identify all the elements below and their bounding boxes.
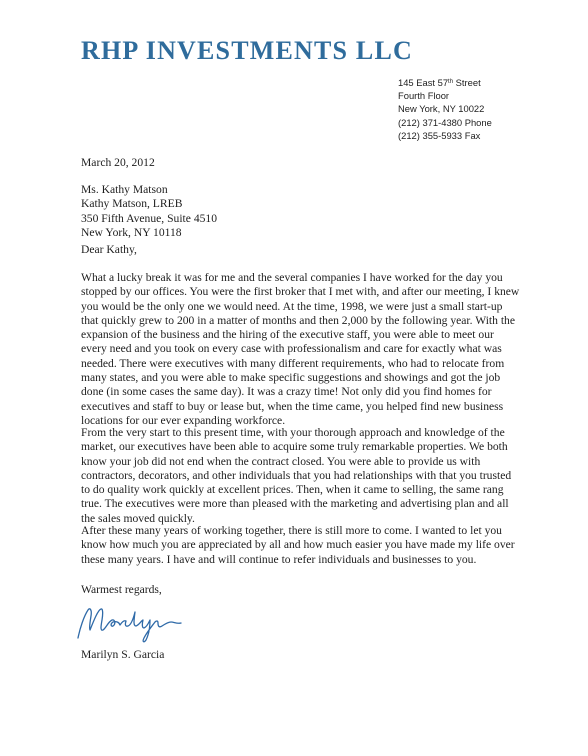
letter-paragraph-1: What a lucky break it was for me and the several companies I have worked for the day you stopped by our offices. You were the first broker that I met with, and after our meeting, I knew you would be the only one we would need. At the time, 1998, we were just a small start-up that quickly grew to 200 in a matter of months and then 2,000 by the following year. With the expansion of the business and the hiring of the executive staff, you were able to meet our every need and you took on every case with professionalism and care for exactly what was needed. There were executives with many different requirements, who had to relocate from many states, and you were able to make specific suggestions and showings and got the job done (in some cases the same day). It was a crazy time! Not only did you find homes for executives and staff to buy or lease but, when the time came, you helped find new business locations for our ever expanding workforce. xyxy=(81,271,520,427)
recipient-block xyxy=(81,183,521,240)
letter-paragraph-3: After these many years of working together, there is still more to come. I wanted to let you know how much you are appreciated by all and how much easier you have made my life over these many years. I have and will continue to refer individuals and businesses to you. xyxy=(81,524,515,566)
recipient-name: Ms. Kathy Matson xyxy=(81,183,168,196)
signer-name: Marilyn S. Garcia xyxy=(81,648,165,661)
address-fax: (212) 355-5933 Fax xyxy=(398,129,481,141)
address-street-name: Street xyxy=(453,77,481,88)
address-street-suffix: th xyxy=(448,79,454,85)
recipient-city: New York, NY 10118 xyxy=(81,225,182,239)
handwritten-signature xyxy=(70,598,190,646)
recipient-street: 350 Fifth Avenue, Suite 4510 xyxy=(81,211,218,225)
company-letterhead: RHP INVESTMENTS LLC xyxy=(81,36,413,65)
salutation: Dear Kathy, xyxy=(81,243,137,256)
address-street xyxy=(398,76,492,89)
address-city: New York, NY 10022 xyxy=(398,103,485,115)
letter-closing: Warmest regards, xyxy=(81,583,162,596)
address-floor: Fourth Floor xyxy=(398,90,450,102)
address-street-number: 145 East 57 xyxy=(398,77,449,88)
company-address-block xyxy=(398,76,492,142)
letter-date: March 20, 2012 xyxy=(81,156,155,169)
address-phone: (212) 371-4380 Phone xyxy=(398,116,492,128)
letter-paragraph-2: From the very start to this present time, with your thorough approach and knowledge of the market, our executives have been able to acquire some truly remarkable properties. We both know your job did not end when the contract closed. You were able to provide us with contractors, decorators, and other individuals that you had relationships with that you trusted to do quality work quickly at excellent prices. Then, when it came to selling, the same rang true. The executives were more than pleased with the marketing and advertising plan and all the sales moved quickly. xyxy=(81,426,512,525)
recipient-company: Kathy Matson, LREB xyxy=(81,197,183,211)
